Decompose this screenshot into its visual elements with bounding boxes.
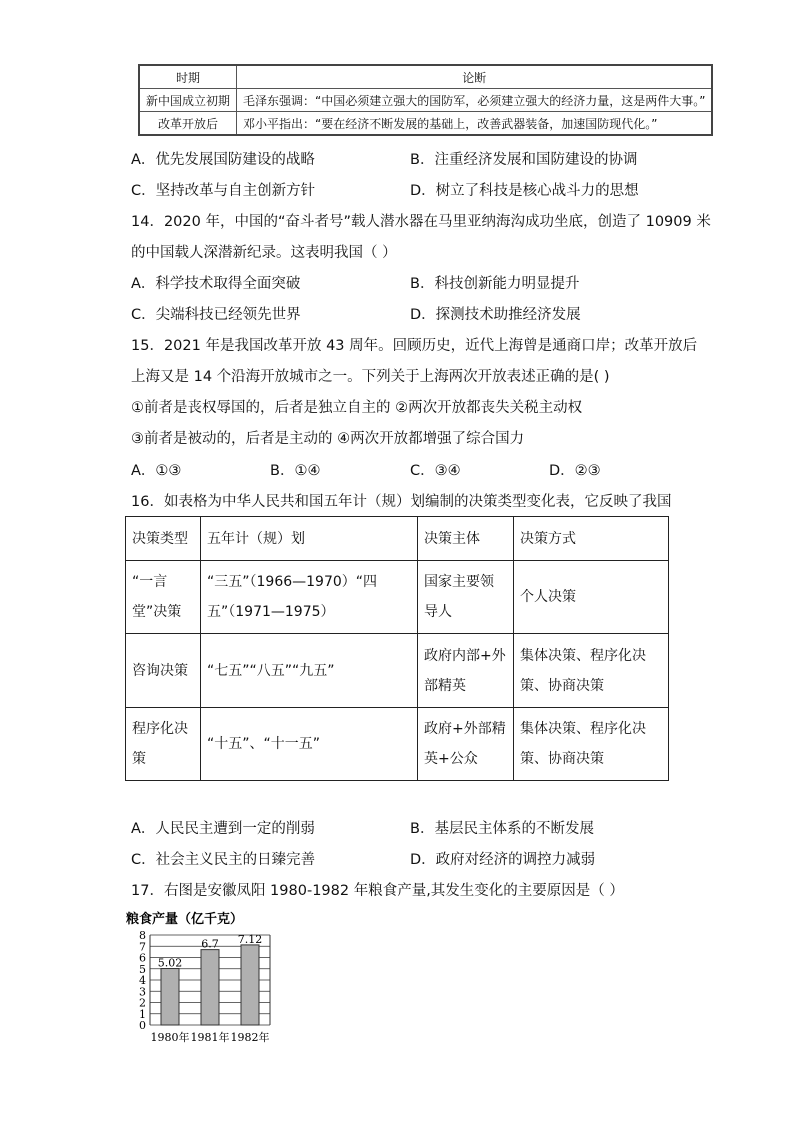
table-row [139, 112, 712, 136]
q16-option-d: D．政府对经济的调控力减弱 [410, 852, 596, 868]
y-tick-label: 4 [139, 974, 146, 987]
chart-title: 粮食产量（亿千克） [126, 912, 244, 927]
q13-row2-statement: 邓小平指出：“要在经济不断发展的基础上，改善武器装备，加速国防现代化。” [237, 112, 713, 136]
q15-option-a: A．①③ [131, 463, 182, 479]
table-row [139, 89, 712, 112]
q16-table [125, 516, 669, 781]
q13-option-d: D．树立了科技是核心战斗力的思想 [410, 183, 639, 199]
x-tick-label: 1982年 [230, 1031, 270, 1044]
y-tick-label: 0 [139, 1019, 146, 1032]
q16-header-type: 决策类型 [126, 517, 201, 561]
q16-row3-type: 程序化决策 [126, 708, 201, 781]
q16-option-c: C．社会主义民主的日臻完善 [131, 852, 316, 868]
y-tick-label: 8 [139, 929, 146, 942]
bar-data-label: 7.12 [237, 932, 263, 946]
q15-stem-line2: 上海又是 14 个沿海开放城市之一。下列关于上海两次开放表述正确的是( ) [131, 369, 610, 385]
x-tick-label: 1981年 [190, 1031, 230, 1044]
bar-data-label: 6.7 [201, 937, 219, 951]
q16-row1-method: 个人决策 [514, 561, 669, 634]
q14-stem-line1: 14．2020 年，中国的“奋斗者号”载人潜水器在马里亚纳海沟成功坐底，创造了 10909 米 [131, 214, 711, 230]
q16-table-header [126, 517, 669, 561]
q15-stem-line1: 15．2021 年是我国改革开放 43 周年。回顾历史，近代上海曾是通商口岸；改革开放后 [131, 338, 698, 354]
table-row [126, 708, 669, 781]
q16-header-method: 决策方式 [514, 517, 669, 561]
q13-option-b: B．注重经济发展和国防建设的协调 [410, 152, 638, 168]
q14-option-d: D．探测技术助推经济发展 [410, 307, 581, 323]
q16-header-subject: 决策主体 [418, 517, 514, 561]
q16-row2-method: 集体决策、程序化决策、协商决策 [514, 634, 669, 708]
q16-option-a: A．人民民主遭到一定的削弱 [131, 821, 315, 837]
q14-option-c: C．尖端科技已经领先世界 [131, 307, 301, 323]
bar [201, 950, 219, 1025]
q16-header-plan: 五年计（规）划 [201, 517, 418, 561]
q13-row1-period: 新中国成立初期 [139, 89, 237, 112]
q13-header-statement: 论断 [237, 65, 713, 89]
q13-row1-statement: 毛泽东强调：“中国必须建立强大的国防军，必须建立强大的经济力量，这是两件大事。” [237, 89, 713, 112]
q16-row1-plan: “三五”（1966—1970）“四五”（1971—1975） [201, 561, 418, 634]
q13-row2-period: 改革开放后 [139, 112, 237, 136]
bar [241, 945, 259, 1025]
q15-option-b: B．①④ [270, 463, 321, 479]
q13-table-header [139, 65, 712, 89]
q16-row2-type: 咨询决策 [126, 634, 201, 708]
y-tick-label: 1 [139, 1007, 146, 1021]
q14-option-a: A．科学技术取得全面突破 [131, 276, 301, 292]
q16-stem: 16．如表格为中华人民共和国五年计（规）划编制的决策类型变化表，它反映了我国 [131, 494, 672, 510]
x-tick-label: 1980年 [150, 1031, 190, 1044]
q15-option-d: D．②③ [549, 463, 601, 479]
q16-row3-method: 集体决策、程序化决策、协商决策 [514, 708, 669, 781]
q15-statements-1: ①前者是丧权辱国的，后者是独立自主的 ②两次开放都丧失关税主动权 [131, 400, 583, 416]
y-tick-label: 5 [139, 962, 146, 976]
q14-stem-line2: 的中国载人深潜新纪录。这表明我国（ ） [131, 245, 397, 261]
q16-row3-subject: 政府+外部精英+公众 [418, 708, 514, 781]
q16-row2-subject: 政府内部+外部精英 [418, 634, 514, 708]
bar [161, 969, 179, 1025]
grain-output-bar-chart [118, 905, 288, 1055]
bar-data-label: 5.02 [157, 956, 183, 970]
q13-option-c: C．坚持改革与自主创新方针 [131, 183, 316, 199]
q16-row3-plan: “十五”、“十一五” [201, 708, 418, 781]
q14-option-b: B．科技创新能力明显提升 [410, 276, 580, 292]
table-row [126, 561, 669, 634]
q13-option-a: A．优先发展国防建设的战略 [131, 152, 315, 168]
y-tick-label: 6 [139, 951, 146, 965]
table-row [126, 634, 669, 708]
y-tick-label: 7 [139, 940, 146, 954]
y-tick-label: 3 [139, 985, 146, 999]
q17-stem: 17．右图是安徽凤阳 1980-1982 年粮食产量,其发生变化的主要原因是（ ） [131, 883, 624, 899]
q16-row1-subject: 国家主要领导人 [418, 561, 514, 634]
y-tick-label: 2 [139, 996, 146, 1010]
q16-row2-plan: “七五”“八五”“九五” [201, 634, 418, 708]
q16-row1-type: “一言堂”决策 [126, 561, 201, 634]
q15-statements-2: ③前者是被动的，后者是主动的 ④两次开放都增强了综合国力 [131, 431, 525, 447]
q16-option-b: B．基层民主体系的不断发展 [410, 821, 594, 837]
q13-header-period: 时期 [139, 65, 237, 89]
q13-table [138, 64, 713, 136]
q15-option-c: C．③④ [410, 463, 461, 479]
